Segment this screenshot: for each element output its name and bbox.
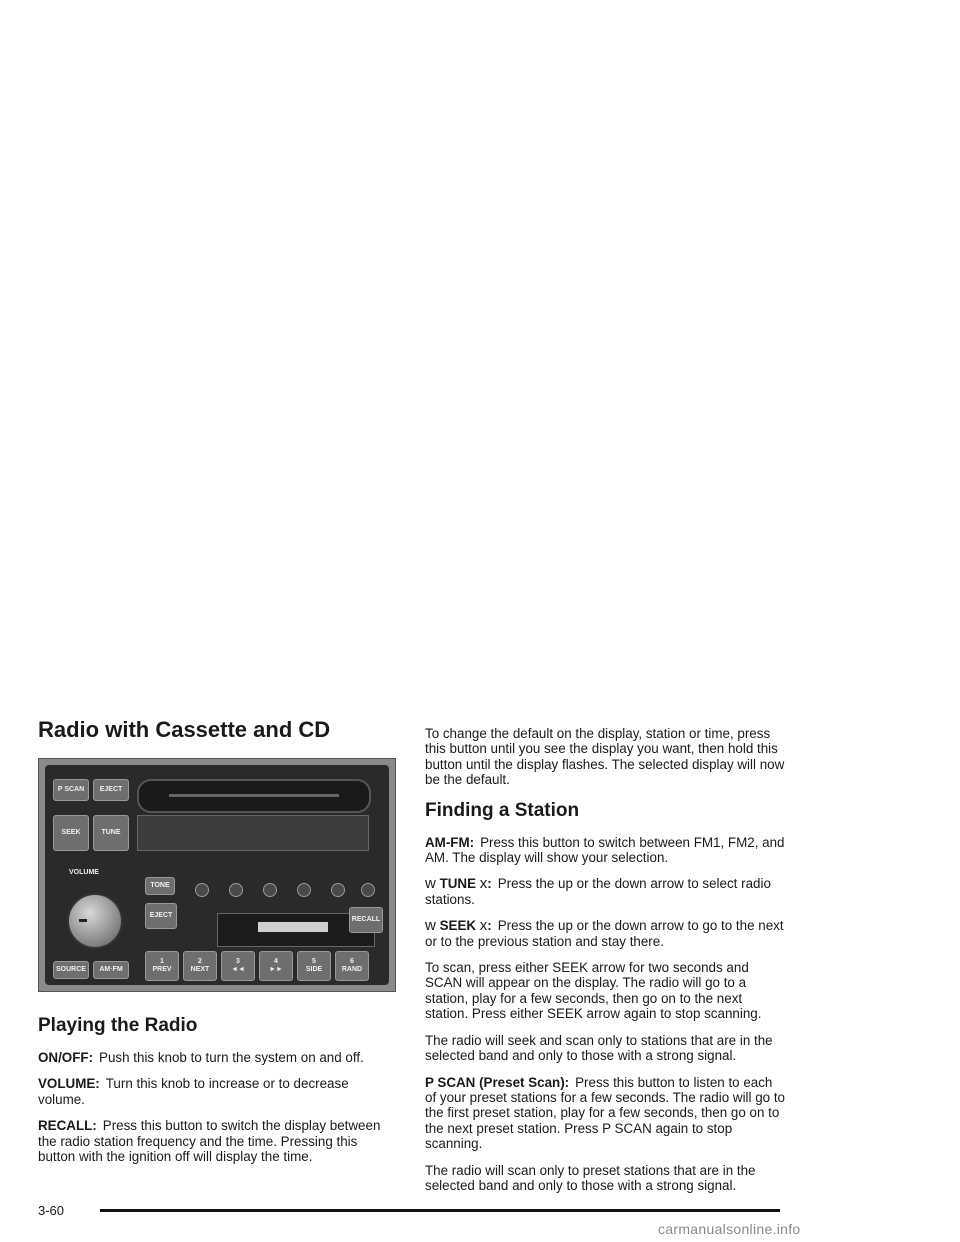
tone-led <box>263 883 277 897</box>
term-label: AM-FM: <box>425 834 475 850</box>
knob-indicator <box>79 919 87 922</box>
tone-led <box>297 883 311 897</box>
tone-led <box>229 883 243 897</box>
seek-button: SEEK <box>53 815 89 851</box>
source-button: SOURCE <box>53 961 89 979</box>
volume-label: VOLUME <box>69 869 99 876</box>
tone-led <box>195 883 209 897</box>
tone-led <box>331 883 345 897</box>
term-label: TUNE <box>439 876 477 892</box>
seek-paragraph <box>425 918 785 949</box>
term-label: VOLUME: <box>38 1076 100 1092</box>
preset-2-button: 2 NEXT <box>183 951 217 981</box>
preset-3-button: 3 ◄◄ <box>221 951 255 981</box>
term-description: Turn this knob to increase or to decrease volume. <box>38 1076 349 1107</box>
term-description: Press this button to switch between FM1, FM2, and AM. The display will show your selection. <box>425 834 785 866</box>
amfm-button: AM·FM <box>93 961 129 979</box>
recall-button: RECALL <box>349 907 383 933</box>
eject-cd-button: EJECT <box>93 779 129 801</box>
amfm-paragraph <box>425 835 785 866</box>
up-arrow-icon: w <box>425 875 436 893</box>
term-label: RECALL: <box>38 1118 97 1134</box>
finding-station-heading: Finding a Station <box>425 799 580 821</box>
preset-1-button: 1 PREV <box>145 951 179 981</box>
right-column <box>425 726 785 1204</box>
preset-4-button: 4 ►► <box>259 951 293 981</box>
term-description: Press this button to switch the display between the radio station frequency and the time. Pressing this button with the ignition off will display the time. <box>38 1118 381 1165</box>
preset-6-button: 6 RAND <box>335 951 369 981</box>
term-description: Press this button to listen to each of your preset stations for a few seconds. The radio will go to the first preset station, play for a few seconds, then go on to the next preset station. Press P SCAN again to stop scanning. <box>425 1074 785 1152</box>
term-description: Press the up or the down arrow to go to the next or to the previous station and stay there. <box>425 918 784 949</box>
term-colon: : <box>487 918 492 934</box>
onoff-paragraph <box>38 1050 393 1065</box>
playing-radio-heading: Playing the Radio <box>38 1015 198 1036</box>
radio-illustration <box>38 758 396 992</box>
term-colon: : <box>487 876 492 892</box>
pscan-paragraph <box>425 1075 785 1152</box>
pscan-button: P SCAN <box>53 779 89 801</box>
tune-paragraph <box>425 876 785 907</box>
down-arrow-icon: x <box>479 917 488 935</box>
up-arrow-icon: w <box>425 917 436 935</box>
tune-button: TUNE <box>93 815 129 851</box>
cd-slot <box>137 779 371 813</box>
section-title: Radio with Cassette and CD <box>38 717 331 742</box>
page-number: 3-60 <box>38 1203 65 1218</box>
radio-faceplate <box>45 765 389 985</box>
watermark: carmanualsonline.info <box>658 1221 801 1237</box>
recall-paragraph <box>38 1118 393 1164</box>
term-description: Push this knob to turn the system on and off. <box>99 1050 364 1065</box>
down-arrow-icon: x <box>479 875 488 893</box>
volume-paragraph <box>38 1076 393 1107</box>
preset-5-button: 5 SIDE <box>297 951 331 981</box>
tone-led <box>361 883 375 897</box>
tone-button: TONE <box>145 877 175 895</box>
cassette-label <box>258 922 328 932</box>
eject-tape-button: EJECT <box>145 903 177 929</box>
footer-rule <box>100 1209 780 1212</box>
preset-band-paragraph: The radio will scan only to preset stations that are in the selected band and only to those with a strong signal. <box>425 1162 756 1193</box>
term-label: SEEK <box>439 918 477 934</box>
term-label: ON/OFF: <box>38 1050 94 1065</box>
recall-default-paragraph: To change the default on the display, station or time, press this button until you see the display you want, then hold this button until the display flashes. The selected display will now be the default. <box>425 726 785 788</box>
term-description: Press the up or the down arrow to select radio stations. <box>425 876 771 907</box>
cd-slot-opening <box>169 794 339 797</box>
term-label: P SCAN (Preset Scan): <box>425 1074 570 1090</box>
left-column <box>38 716 393 1175</box>
scan-band-paragraph: The radio will seek and scan only to stations that are in the selected band and only to those with a strong signal. <box>425 1032 773 1064</box>
display-panel <box>137 815 369 851</box>
scan-paragraph: To scan, press either SEEK arrow for two seconds and SCAN will appear on the display. The radio will go to a station, play for a few seconds, then go on to the next station. Press either SEEK arrow again to stop scanning. <box>425 960 762 1022</box>
volume-knob <box>67 893 123 949</box>
